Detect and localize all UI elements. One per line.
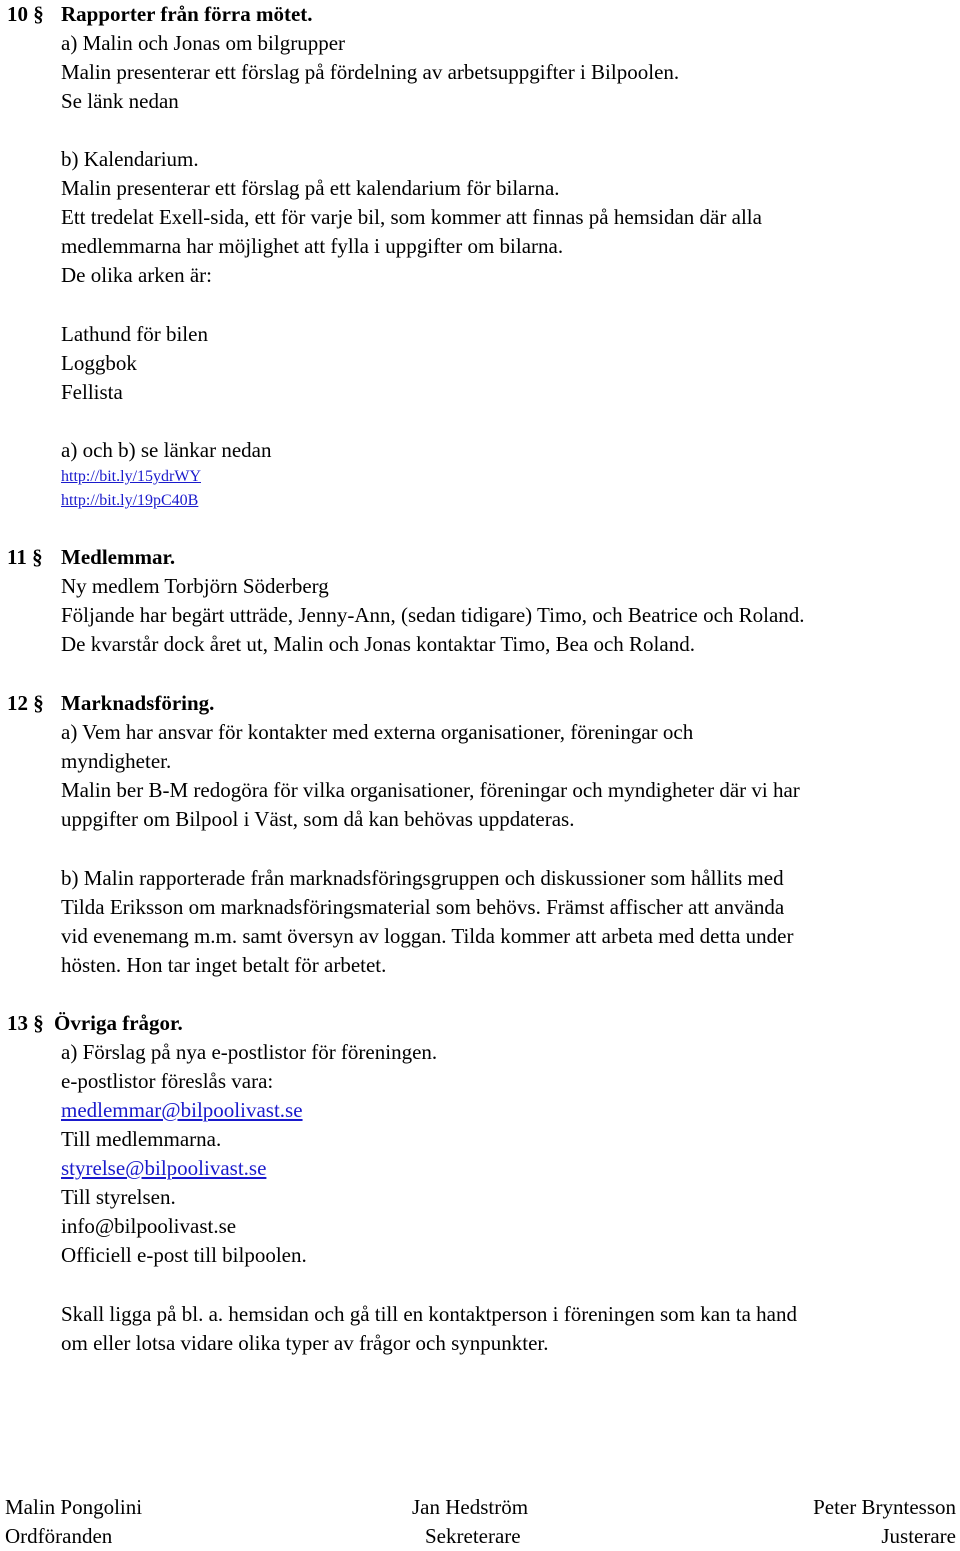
text-line: a) Malin och Jonas om bilgrupper — [61, 31, 346, 55]
text-line: uppgifter om Bilpool i Väst, som då kan behövas uppdateras. — [61, 807, 575, 831]
signature-role: Justerare — [881, 1524, 956, 1548]
text-line: hösten. Hon tar inget betalt för arbetet. — [61, 953, 387, 977]
text-line: myndigheter. — [61, 749, 172, 773]
email-link-medlemmar[interactable]: medlemmar@bilpoolivast.se — [61, 1098, 303, 1122]
text-line: Lathund för bilen — [61, 322, 208, 346]
text-line: a) och b) se länkar nedan — [61, 438, 272, 462]
text-line: Tilda Eriksson om marknadsföringsmaterial som behövs. Främst affischer att använda — [61, 895, 785, 919]
signature-name: Peter Bryntesson — [813, 1495, 956, 1519]
text-line: info@bilpoolivast.se — [61, 1214, 237, 1238]
section-12-title: Marknadsföring. — [61, 691, 215, 715]
section-11-number: 11 § — [7, 545, 43, 569]
text-line: medlemmarna har möjlighet att fylla i uppgifter om bilarna. — [61, 234, 564, 258]
text-line: De olika arken är: — [61, 263, 213, 287]
signature-name: Jan Hedström — [412, 1495, 529, 1519]
text-line: Loggbok — [61, 351, 137, 375]
section-13-title: Övriga frågor. — [54, 1011, 183, 1035]
section-10-title: Rapporter från förra mötet. — [61, 2, 313, 26]
text-line: Fellista — [61, 380, 123, 404]
text-line: Malin ber B-M redogöra för vilka organisationer, föreningar och myndigheter där vi har — [61, 778, 800, 802]
text-line: Malin presenterar ett förslag på ett kalendarium för bilarna. — [61, 176, 560, 200]
section-13-number: 13 § — [7, 1011, 44, 1035]
text-line: Ny medlem Torbjörn Söderberg — [61, 574, 329, 598]
section-12-number: 12 § — [7, 691, 44, 715]
text-line: a) Vem har ansvar för kontakter med externa organisationer, föreningar och — [61, 720, 694, 744]
text-line: b) Kalendarium. — [61, 147, 199, 171]
text-line: vid evenemang m.m. samt översyn av loggan. Tilda kommer att arbeta med detta under — [61, 924, 794, 948]
text-line: e-postlistor föreslås vara: — [61, 1069, 274, 1093]
text-line: De kvarstår dock året ut, Malin och Jonas kontaktar Timo, Bea och Roland. — [61, 632, 695, 656]
signature-role: Sekreterare — [425, 1524, 521, 1548]
signature-role: Ordföranden — [5, 1524, 113, 1548]
section-11-title: Medlemmar. — [61, 545, 176, 569]
text-line: Se länk nedan — [61, 89, 179, 113]
text-line: Malin presenterar ett förslag på fördelning av arbetsuppgifter i Bilpoolen. — [61, 60, 680, 84]
text-line: Till medlemmarna. — [61, 1127, 222, 1151]
text-line: Till styrelsen. — [61, 1185, 176, 1209]
text-line: om eller lotsa vidare olika typer av frågor och synpunkter. — [61, 1331, 549, 1355]
text-line: a) Förslag på nya e-postlistor för föreningen. — [61, 1040, 438, 1064]
text-line: Skall ligga på bl. a. hemsidan och gå till en kontaktperson i föreningen som kan ta hand — [61, 1302, 797, 1326]
email-link-styrelse[interactable]: styrelse@bilpoolivast.se — [61, 1156, 267, 1180]
text-line: Följande har begärt utträde, Jenny-Ann, (sedan tidigare) Timo, och Beatrice och Roland. — [61, 603, 805, 627]
link-1[interactable]: http://bit.ly/15ydrWY — [61, 468, 201, 485]
signature-name: Malin Pongolini — [5, 1495, 143, 1519]
text-line: Ett tredelat Exell-sida, ett för varje bil, som kommer att finnas på hemsidan där alla — [61, 205, 762, 229]
text-line: Officiell e-post till bilpoolen. — [61, 1243, 307, 1267]
link-2[interactable]: http://bit.ly/19pC40B — [61, 492, 199, 509]
section-10-number: 10 § — [7, 2, 44, 26]
text-line: b) Malin rapporterade från marknadsföringsgruppen och diskussioner som hållits med — [61, 866, 784, 890]
